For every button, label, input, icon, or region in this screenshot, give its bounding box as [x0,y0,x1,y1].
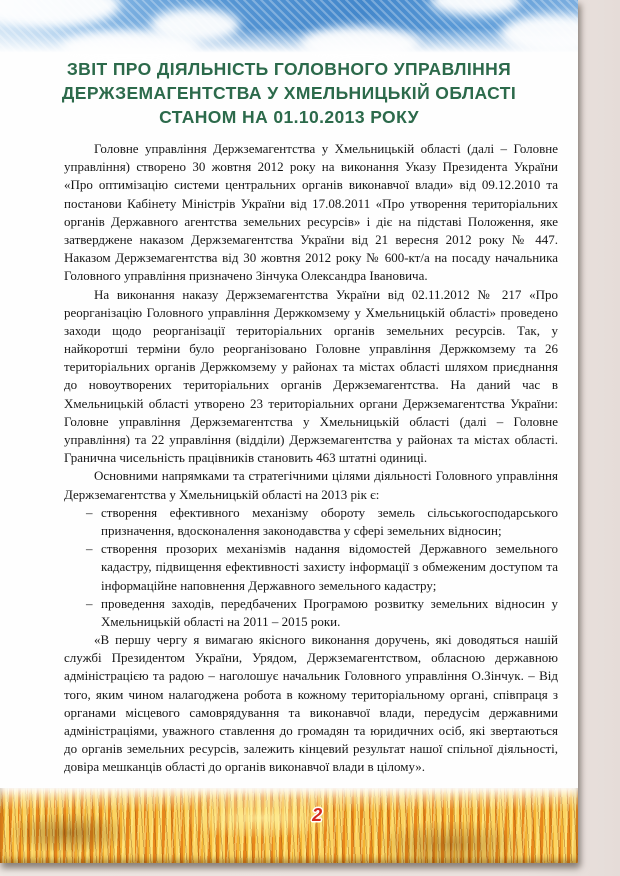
paragraph-quote: «В першу чергу я вимагаю якісного виконання доручень, які доводяться нашій службі Президентом України, Урядом, Держземагентством, обласною державною адміністрацією та радою – наголошує начальник Головного управління О.Зінчук. – Від того, яким чином налагоджена робота в кожному територіальному органі, співпраця з органами місцевого самоврядування та виконавчої влади, передусім державними адміністраціями, уважного ставлення до громадян та юридичних осіб, які звертаються до органів земельних ресурсів, залежить кінцевий результат нашої спільної діяльності, довіра мешканців області до органів виконавчої влади в цілому». [64,632,558,775]
list-item-text: створення прозорих механізмів надання відомостей Державного земельного кадастру, підвищення ефективності захисту інформації з обмеженим доступом та інформаційне наповнення Державного земельного кадастру; [101,541,558,593]
list-item-text: проведення заходів, передбачених Програмою розвитку земельних відносин у Хмельницькій області на 2011 – 2015 роки. [101,595,558,629]
page-title-line-1: ЗВІТ ПРО ДІЯЛЬНІСТЬ ГОЛОВНОГО УПРАВЛІННЯ [66,59,512,79]
dash-marker: – [86,541,93,557]
page-title-line-3: СТАНОМ НА 01.10.2013 РОКУ [159,107,419,127]
dash-marker: – [86,504,93,520]
sky-header-image [0,0,578,54]
document-body [64,140,558,777]
cloud-shape [430,0,520,16]
list-item [86,540,558,595]
page-title-line-2: ДЕРЖЗЕМАГЕНТСТВА У ХМЕЛЬНИЦЬКІЙ ОБЛАСТІ [61,83,517,103]
dash-marker: – [86,595,93,611]
sky-fade [0,28,578,54]
goals-list [86,504,558,631]
wheat-field-image [0,788,578,863]
list-item [86,595,558,631]
page-title [0,57,578,129]
cloud-shape [0,0,120,28]
list-item [86,504,558,540]
paragraph-reorganization: На виконання наказу Держземагентства України від 02.11.2012 № 217 «Про реорганізацію Головного управління Держкомзему у Хмельницькій області» проведено заходи щодо реорганізації територіальних органів земельних ресурсів. Так, у найкоротші терміни було реорганізовано Головне управління Держкомзему та 26 територіальних органів Держкомзему у районах та містах області шляхом приєднання до новоутворених територіальних органів Держземагентства. На даний час в Хмельницькій області утворено 23 територіальних органи Держземагентства України: Головне управління Держземагентства у Хмельницькій області (далі – Головне управління) та 22 управління (відділи) Держземагентства у районах та містах області. Гранична чисельність працівників становить 463 штатні одиниці. [64,286,558,466]
paragraph-list-intro: Основними напрямками та стратегічними цілями діяльності Головного управління Держземагентства у Хмельницькій області на 2013 рік є: [64,468,558,502]
list-item-text: створення ефективного механізму обороту земель сільськогосподарського призначення, вдосконалення законодавства у сфері земельних відносин; [101,504,558,538]
paragraph-establishment: Головне управління Держземагентства у Хмельницькій області (далі – Головне управління) створено 30 жовтня 2012 року на виконання Указу Президента України «Про оптимізацію системи центральних органів виконавчої влади» від 09.12.2010 та постанови Кабінету Міністрів України від 17.08.2011 «Про утворення територіальних органів Державного агентства земельних ресурсів» і діє на підставі Положення, яке затверджене наказом Держземагентства України від 21 вересня 2012 року № 447. Наказом Держземагентства від 30 жовтня 2012 року № 600-кт/а на посаду начальника Головного управління призначено Зінчука Олександра Івановича. [64,141,558,284]
page-number: 2 [312,805,323,825]
